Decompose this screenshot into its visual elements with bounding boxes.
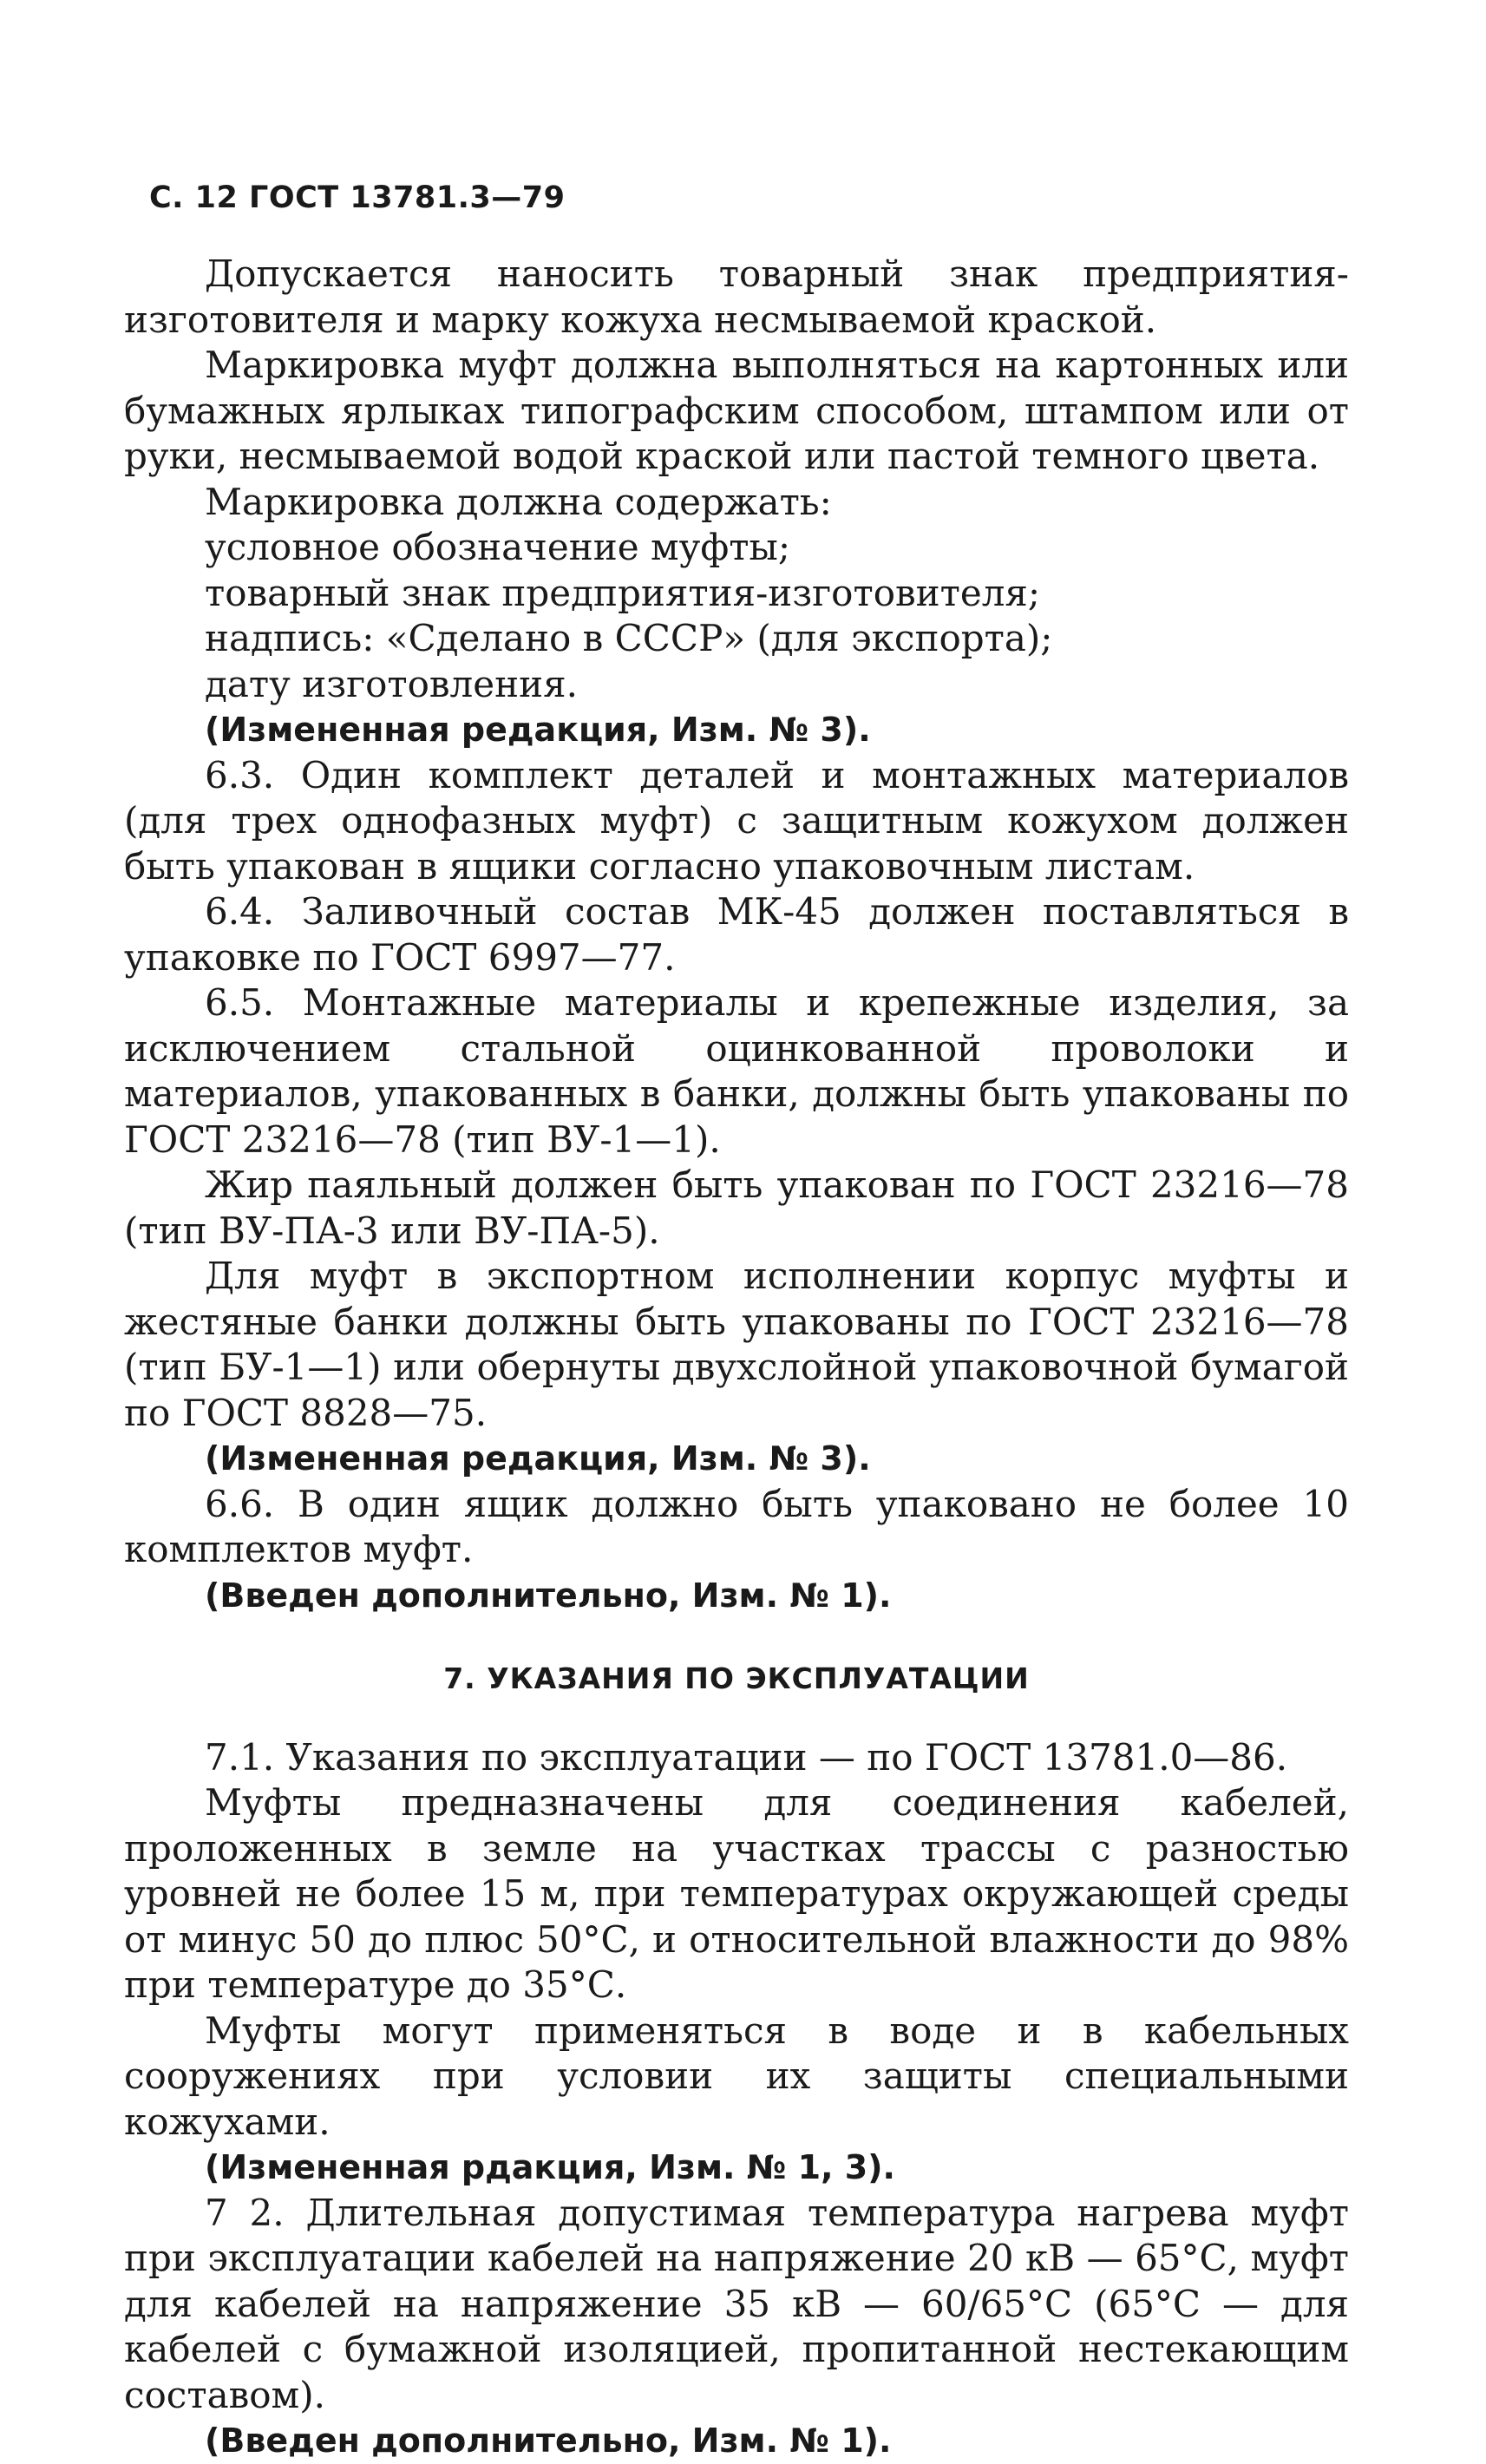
list-item: дату изготовления. xyxy=(205,662,578,705)
section-title: 7. УКАЗАНИЯ ПО ЭКСПЛУАТАЦИИ xyxy=(443,1661,1030,1695)
marking-list xyxy=(124,525,1349,707)
clause-6-5: 6.5. Монтажные материалы и крепежные изделия, за исключением стальной оцинкованной проволоки и материалов, упакованных в банки, должны быть упакованы по ГОСТ 23216—78 (тип ВУ-1—1). xyxy=(124,981,1349,1161)
paragraph-purpose: Муфты предназначены для соединения кабелей, проложенных в земле на участках трассы с разностью уровней не более 15 м, при температурах окружающей среды от минус 50 до плюс 50°С, и относительной влажности до 98% при температуре до 35°С. xyxy=(124,1781,1349,2006)
paragraph-export-packing: Для муфт в экспортном исполнении корпус муфты и жестяные банки должны быть упакованы по ГОСТ 23216—78 (тип БУ-1—1) или обернуты двухслойной упаковочной бумагой по ГОСТ 8828—75. xyxy=(124,1255,1349,1434)
page-header: С. 12 ГОСТ 13781.3—79 xyxy=(149,180,566,215)
amendment-note: (Измененная редакция, Изм. № 3). xyxy=(205,1439,871,1478)
amendment-note: (Введен дополнительно, Изм. № 1). xyxy=(205,1576,892,1615)
paragraph-trademark: Допускается наносить товарный знак предприятия-изготовителя и марку кожуха несмываемой краской. xyxy=(124,252,1349,341)
clause-6-3: 6.3. Один комплект деталей и монтажных материалов (для трех однофазных муфт) с защитным кожухом должен быть упакован в ящики согласно упаковочным листам. xyxy=(124,753,1349,888)
clause-7-1: 7.1. Указания по эксплуатации — по ГОСТ 13781.0—86. xyxy=(205,1735,1288,1779)
clause-6-4: 6.4. Заливочный состав МК-45 должен поставляться в упаковке по ГОСТ 6997—77. xyxy=(124,890,1349,979)
paragraph-marking-method: Маркировка муфт должна выполняться на картонных или бумажных ярлыках типографским способом, штампом или от руки, несмываемой водой краской или пастой темного цвета. xyxy=(124,344,1349,477)
paragraph-marking-contents: Маркировка должна содержать: xyxy=(205,480,832,523)
amendment-note: (Измененная редакция, Изм. № 3). xyxy=(205,711,871,749)
list-item: условное обозначение муфты; xyxy=(205,526,791,568)
amendment-note: (Измененная рдакция, Изм. № 1, 3). xyxy=(205,2148,895,2186)
list-item: товарный знак предприятия-изготовителя; xyxy=(205,571,1041,614)
page-body xyxy=(124,252,1349,2464)
paragraph-water-use: Муфты могут применяться в воде и в кабельных сооружениях при условии их защиты специальными кожухами. xyxy=(124,2009,1349,2143)
clause-6-6: 6.6. В один ящик должно быть упаковано не более 10 комплектов муфт. xyxy=(124,1482,1349,1570)
clause-7-2: 7 2. Длительная допустимая температура нагрева муфт при эксплуатации кабелей на напряжение 20 кВ — 65°С, муфт для кабелей на напряжение 35 кВ — 60/65°С (65°С — для кабелей с бумажной изоляцией, пропитанной нестекающим составом). xyxy=(124,2191,1349,2416)
amendment-note: (Введен дополнительно, Изм. № 1). xyxy=(205,2421,892,2460)
paragraph-solder-grease: Жир паяльный должен быть упакован по ГОСТ 23216—78 (тип ВУ-ПА-3 или ВУ-ПА-5). xyxy=(124,1163,1349,1252)
list-item: надпись: «Сделано в СССР» (для экспорта); xyxy=(205,617,1053,659)
